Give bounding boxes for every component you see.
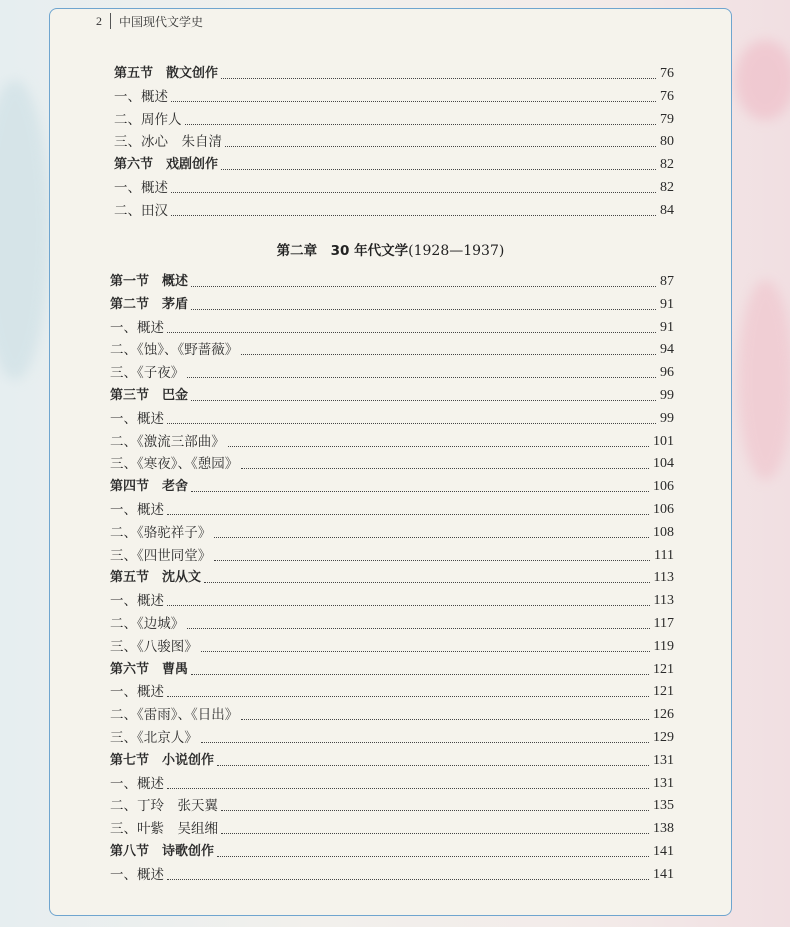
dot-leader — [167, 879, 649, 880]
toc-subsection-entry — [110, 455, 674, 473]
toc-subsection-entry — [110, 638, 674, 656]
toc-subsection-entry — [110, 820, 674, 838]
toc-subsection-entry — [110, 592, 674, 610]
toc-entry-label: 第四节 老舍 — [110, 479, 189, 495]
toc-entry-page: 99 — [660, 410, 674, 426]
toc-section-entry — [110, 273, 674, 291]
background-wash — [0, 80, 50, 380]
toc-entry-label: 第三节 巴金 — [110, 388, 189, 403]
toc-entry-page: 99 — [660, 388, 674, 403]
dot-leader — [221, 810, 649, 811]
toc-entry-label: 一、概述 — [110, 502, 164, 518]
dot-leader — [214, 537, 649, 538]
dot-leader — [185, 124, 657, 125]
dot-leader — [241, 354, 656, 355]
toc-entry-page: 141 — [653, 844, 674, 859]
toc-entry-page: 113 — [653, 570, 674, 586]
toc-entry-label: 二、田汉 — [114, 202, 168, 219]
dot-leader — [187, 628, 649, 629]
toc-subsection-entry — [110, 524, 674, 542]
dot-leader — [241, 719, 649, 720]
toc-subsection-entry — [114, 111, 674, 129]
dot-leader — [191, 400, 656, 401]
toc-entry-page: 84 — [660, 202, 674, 218]
toc-subsection-entry — [110, 797, 674, 815]
toc-entry-label: 三、冰心 朱自清 — [114, 134, 222, 151]
toc-entry-label: 一、概述 — [114, 180, 168, 196]
toc-entry-label: 三、《子夜》 — [110, 365, 185, 382]
dot-leader — [201, 651, 650, 652]
toc-entry-label: 二、《边城》 — [110, 616, 185, 632]
toc-entry-label: 三、《寒夜》、《憩园》 — [110, 456, 239, 473]
toc-entry-page: 138 — [653, 821, 674, 837]
dot-leader — [171, 192, 656, 193]
toc-entry-label: 二、周作人 — [114, 111, 182, 128]
dot-leader — [221, 169, 656, 170]
toc-entry-page: 96 — [660, 365, 674, 381]
toc-entry-label: 第五节 沈从文 — [110, 570, 202, 586]
toc-entry-page: 94 — [660, 342, 674, 358]
toc-entry-label: 第八节 诗歌创作 — [110, 844, 215, 859]
toc-subsection-entry — [110, 775, 674, 793]
toc-subsection-entry — [114, 179, 674, 197]
toc-entry-page: 131 — [653, 775, 674, 791]
dot-leader — [167, 788, 649, 789]
toc-entry-page: 91 — [660, 296, 674, 312]
dot-leader — [167, 514, 649, 515]
toc-entry-label: 第二节 茅盾 — [110, 296, 189, 312]
book-page — [49, 8, 732, 916]
toc-subsection-entry — [110, 433, 674, 451]
toc-section-entry — [110, 478, 674, 496]
dot-leader — [171, 215, 656, 216]
toc-entry-label: 二、《骆驼祥子》 — [110, 524, 212, 541]
toc-entry-label: 第一节 概述 — [110, 274, 189, 289]
toc-entry-label: 一、概述 — [110, 775, 164, 792]
toc-entry-page: 121 — [653, 684, 674, 700]
toc-section-entry — [110, 387, 674, 405]
toc-entry-page: 87 — [660, 274, 674, 289]
toc-entry-label: 一、概述 — [114, 88, 168, 105]
toc-subsection-entry — [110, 364, 674, 382]
toc-entry-label: 三、叶紫 吴组缃 — [110, 821, 218, 838]
dot-leader — [204, 582, 650, 583]
dot-leader — [167, 332, 656, 333]
toc-entry-page: 91 — [660, 319, 674, 335]
toc-entry-label: 三、《四世同堂》 — [110, 547, 212, 564]
toc-section-entry — [110, 661, 674, 679]
dot-leader — [225, 146, 656, 147]
toc-entry-page: 135 — [653, 798, 674, 814]
toc-section-entry — [110, 569, 674, 587]
toc-subsection-entry — [114, 88, 674, 106]
book-title: 中国现代文学史 — [119, 14, 204, 29]
toc-subsection-entry — [110, 683, 674, 701]
dot-leader — [214, 560, 650, 561]
toc-entry-label: 二、《激流三部曲》 — [110, 433, 225, 450]
background-wash — [735, 40, 790, 120]
toc-entry-label: 一、概述 — [110, 410, 164, 427]
toc-section-entry — [114, 156, 674, 174]
toc-entry-page: 101 — [653, 433, 674, 449]
toc-subsection-entry — [110, 615, 674, 633]
toc-entry-label: 二、《雷雨》、《日出》 — [110, 707, 239, 724]
toc-section-entry — [110, 296, 674, 314]
page-number: 2 — [96, 13, 102, 28]
dot-leader — [221, 833, 649, 834]
toc-subsection-entry — [110, 729, 674, 747]
toc-entry-label: 三、《八骏图》 — [110, 638, 198, 655]
toc-entry-page: 131 — [653, 752, 674, 768]
dot-leader — [167, 423, 656, 424]
toc-subsection-entry — [110, 341, 674, 359]
dot-leader — [241, 468, 649, 469]
toc-subsection-entry — [110, 866, 674, 884]
toc-entry-page: 80 — [660, 134, 674, 150]
toc-entry-label: 第七节 小说创作 — [110, 752, 215, 768]
toc-entry-page: 108 — [653, 524, 674, 540]
dot-leader — [167, 696, 649, 697]
toc-entry-label: 二、《蚀》、《野蔷薇》 — [110, 342, 239, 359]
toc-entry-label: 一、概述 — [110, 866, 164, 883]
toc-entry-page: 76 — [660, 88, 674, 104]
toc-entry-label: 一、概述 — [110, 319, 164, 336]
toc-entry-label: 第五节 散文创作 — [114, 66, 219, 81]
toc-entry-page: 117 — [653, 616, 674, 631]
chapter-title: 第二章 30 年代文学 — [276, 243, 409, 259]
toc-subsection-entry — [110, 706, 674, 724]
dot-leader — [167, 605, 650, 606]
toc-entry-page: 76 — [660, 66, 674, 81]
toc-entry-page: 106 — [653, 502, 674, 517]
toc-entry-page: 82 — [660, 180, 674, 195]
dot-leader — [191, 286, 656, 287]
toc-entry-page: 106 — [653, 479, 674, 495]
toc-entry-page: 111 — [654, 547, 674, 563]
chapter-years: (1928—1937) — [408, 243, 505, 259]
toc-section-entry — [110, 752, 674, 770]
toc-section-entry — [110, 843, 674, 861]
toc-subsection-entry — [114, 133, 674, 151]
dot-leader — [201, 742, 649, 743]
toc-entry-page: 126 — [653, 707, 674, 723]
toc-subsection-entry — [110, 319, 674, 337]
dot-leader — [191, 674, 649, 675]
toc-entry-page: 82 — [660, 157, 674, 173]
toc-subsection-entry — [110, 501, 674, 519]
toc-entry-page: 79 — [660, 111, 674, 127]
toc-section-entry — [114, 65, 674, 83]
toc-entry-page: 113 — [653, 593, 674, 609]
toc-entry-label: 一、概述 — [110, 684, 164, 701]
dot-leader — [171, 101, 656, 102]
toc-entry-label: 第六节 戏剧创作 — [114, 157, 219, 173]
dot-leader — [221, 78, 656, 79]
background-wash — [738, 280, 790, 480]
toc-entry-page: 129 — [653, 730, 674, 745]
toc-subsection-entry — [110, 410, 674, 428]
chapter-heading — [50, 239, 731, 259]
toc-entry-label: 二、丁玲 张天翼 — [110, 798, 218, 815]
dot-leader — [217, 765, 649, 766]
toc-entry-page: 119 — [653, 638, 674, 654]
toc-subsection-entry — [114, 202, 674, 220]
toc-entry-label: 第六节 曹禺 — [110, 661, 189, 677]
dot-leader — [228, 446, 649, 447]
toc-subsection-entry — [110, 547, 674, 565]
toc-entry-page: 104 — [653, 456, 674, 472]
dot-leader — [191, 309, 656, 310]
table-of-contents — [50, 9, 731, 915]
dot-leader — [187, 377, 656, 378]
toc-entry-label: 一、概述 — [110, 593, 164, 610]
toc-entry-page: 121 — [653, 661, 674, 677]
toc-entry-page: 141 — [653, 866, 674, 882]
toc-entry-label: 三、《北京人》 — [110, 730, 198, 746]
dot-leader — [191, 491, 649, 492]
dot-leader — [217, 856, 649, 857]
